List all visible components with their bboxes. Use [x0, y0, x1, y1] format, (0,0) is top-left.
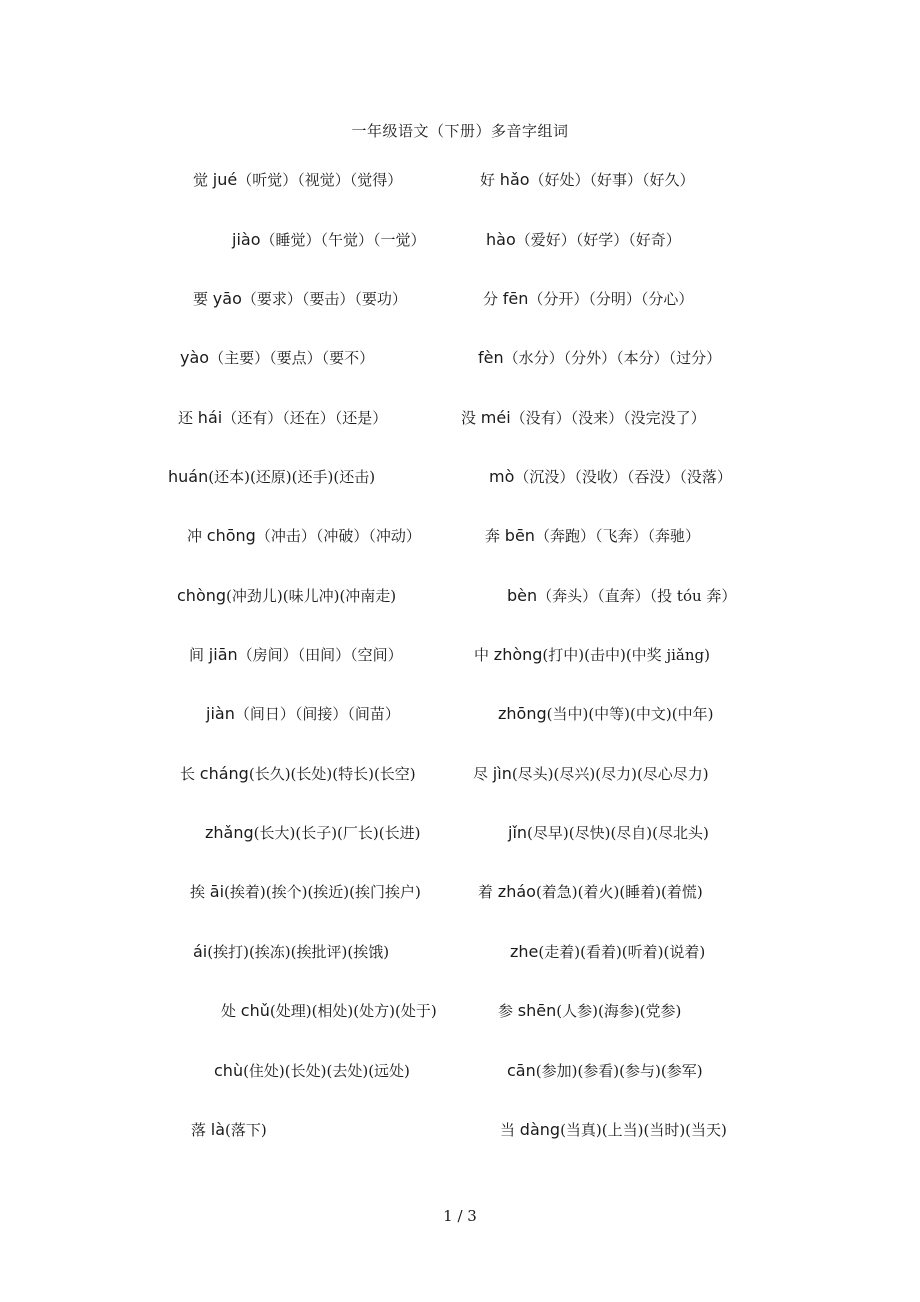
entry-words: (冲劲儿)(味儿冲)(冲南走) — [226, 587, 397, 605]
entry-words: (走着)(看着)(听着)(说着) — [538, 943, 706, 961]
polyphone-entry-left — [180, 348, 374, 368]
entry-pinyin: ái — [193, 942, 208, 961]
entry-words: （房间）（田间）（空间） — [237, 646, 403, 664]
entry-words: （奔头）（直奔）（投 tóu 奔） — [537, 587, 737, 605]
entry-character: 好 — [480, 171, 496, 189]
page-number: 1 / 3 — [443, 1207, 477, 1225]
entry-words: (长大)(长子)(厂长)(长进) — [253, 824, 421, 842]
polyphone-entry-left — [190, 882, 421, 902]
entry-words: (打中)(击中)(中奖 jiǎng) — [542, 646, 710, 664]
entry-pinyin: yào — [180, 348, 210, 367]
polyphone-entry-left — [205, 823, 420, 843]
entry-words: （主要）（要点）（要不） — [209, 349, 375, 367]
entry-pinyin: bēn — [504, 526, 535, 545]
entry-words: (当中)(中等)(中文)(中年) — [546, 705, 714, 723]
entry-pinyin: huán — [168, 467, 209, 486]
polyphone-entry-left — [193, 942, 389, 962]
entry-pinyin: zhǎng — [205, 823, 254, 842]
entry-pinyin: jiàn — [206, 704, 235, 723]
entry-pinyin: chōng — [206, 526, 256, 545]
entry-words: （水分）（分外）（本分）（过分） — [503, 349, 722, 367]
entry-pinyin: dàng — [519, 1120, 561, 1139]
entry-character: 参 — [498, 1002, 514, 1020]
entry-words: (参加)(参看)(参与)(参军) — [535, 1062, 703, 1080]
entry-character: 落 — [191, 1121, 207, 1139]
entry-pinyin: cān — [507, 1061, 536, 1080]
entry-character: 觉 — [193, 171, 209, 189]
entry-pinyin: cháng — [199, 764, 249, 783]
entry-words: （沉没）（没收）（吞没）（没落） — [514, 468, 732, 486]
entry-character: 尽 — [473, 765, 489, 783]
entry-character: 奔 — [485, 527, 501, 545]
polyphone-entry-right — [478, 882, 703, 902]
entry-pinyin: jìn — [492, 764, 512, 783]
polyphone-entry-right — [480, 170, 695, 190]
entry-pinyin: āi — [209, 882, 225, 901]
entry-words: (还本)(还原)(还手)(还击) — [208, 468, 376, 486]
polyphone-entry-right — [498, 704, 713, 724]
polyphone-entry-left — [193, 170, 402, 190]
entry-words: (尽头)(尽兴)(尽力)(尽心尽力) — [511, 765, 709, 783]
entry-words: （间日）（间接）（间苗） — [234, 705, 400, 723]
polyphone-entry-left — [187, 526, 421, 546]
polyphone-entry-right — [478, 348, 721, 368]
entry-pinyin: fēn — [502, 289, 529, 308]
entry-character: 要 — [193, 290, 209, 308]
entry-character: 分 — [483, 290, 499, 308]
polyphone-entry-right — [489, 467, 732, 487]
entry-pinyin: mò — [489, 467, 515, 486]
entry-pinyin: là — [210, 1120, 226, 1139]
polyphone-entry-right — [507, 1061, 703, 1081]
entry-words: （听觉）（视觉）（觉得） — [237, 171, 403, 189]
entry-pinyin: fèn — [478, 348, 504, 367]
entry-character: 间 — [189, 646, 205, 664]
polyphone-entry-right — [461, 408, 706, 428]
entry-words: （奔跑）（飞奔）（奔驰） — [534, 527, 700, 545]
polyphone-entry-left — [193, 289, 407, 309]
entry-pinyin: chòng — [177, 586, 227, 605]
entry-words: (住处)(长处)(去处)(远处) — [243, 1062, 410, 1080]
entry-words: (着急)(着火)(睡着)(着慌) — [535, 883, 703, 901]
entry-pinyin: zhòng — [493, 645, 543, 664]
entry-pinyin: chǔ — [240, 1001, 270, 1020]
polyphone-entry-right — [485, 526, 700, 546]
polyphone-entry-right — [507, 586, 736, 606]
entry-pinyin: jué — [212, 170, 238, 189]
entry-character: 没 — [461, 409, 477, 427]
entry-words: (尽早)(尽快)(尽自)(尽北头) — [527, 824, 709, 842]
entry-words: （好处）（好事）（好久） — [529, 171, 695, 189]
entry-pinyin: zháo — [497, 882, 536, 901]
entry-pinyin: jiān — [208, 645, 238, 664]
entry-words: （睡觉）（午觉）（一觉） — [260, 231, 426, 249]
polyphone-entry-left — [221, 1001, 437, 1021]
entry-words: （要求）（要击）（要功） — [241, 290, 407, 308]
entry-character: 挨 — [190, 883, 206, 901]
polyphone-entry-left — [168, 467, 375, 487]
entry-pinyin: méi — [480, 408, 511, 427]
page-title: 一年级语文（下册）多音字组词 — [351, 122, 569, 140]
polyphone-entry-right — [500, 1120, 727, 1140]
entry-pinyin: hái — [197, 408, 223, 427]
entry-character: 冲 — [187, 527, 203, 545]
polyphone-entry-left — [232, 230, 426, 250]
entry-words: （爱好）（好学）（好奇） — [515, 231, 681, 249]
entry-words: （分开）（分明）（分心） — [528, 290, 694, 308]
polyphone-entry-right — [508, 823, 709, 843]
entry-character: 长 — [180, 765, 196, 783]
entry-words: (挨打)(挨冻)(挨批评)(挨饿) — [207, 943, 390, 961]
entry-pinyin: shēn — [517, 1001, 557, 1020]
entry-pinyin: zhōng — [498, 704, 547, 723]
entry-pinyin: chù — [214, 1061, 244, 1080]
entry-pinyin: bèn — [507, 586, 538, 605]
entry-words: (人参)(海参)(党参) — [556, 1002, 682, 1020]
polyphone-entry-right — [486, 230, 681, 250]
entry-character: 着 — [478, 883, 494, 901]
entry-words: （还有）（还在）（还是） — [222, 409, 388, 427]
entry-words: (处理)(相处)(处方)(处于) — [269, 1002, 437, 1020]
entry-character: 中 — [474, 646, 490, 664]
entry-words: (长久)(长处)(特长)(长空) — [248, 765, 416, 783]
entry-words: (落下) — [225, 1121, 267, 1139]
polyphone-entry-right — [510, 942, 705, 962]
polyphone-entry-right — [473, 764, 709, 784]
polyphone-entry-right — [474, 645, 710, 665]
entry-character: 还 — [178, 409, 194, 427]
entry-words: （没有）（没来）（没完没了） — [510, 409, 706, 427]
polyphone-entry-right — [483, 289, 693, 309]
polyphone-entry-left — [191, 1120, 267, 1140]
entry-character: 当 — [500, 1121, 516, 1139]
entry-words: (挨着)(挨个)(挨近)(挨门挨户) — [224, 883, 421, 901]
entry-words: （冲击）（冲破）（冲动） — [255, 527, 421, 545]
polyphone-entry-left — [214, 1061, 410, 1081]
polyphone-entry-left — [180, 764, 416, 784]
polyphone-entry-left — [189, 645, 403, 665]
polyphone-entry-left — [206, 704, 400, 724]
polyphone-entry-left — [178, 408, 387, 428]
entry-pinyin: hǎo — [499, 170, 530, 189]
entry-pinyin: hào — [486, 230, 516, 249]
polyphone-entry-right — [498, 1001, 681, 1021]
entry-character: 处 — [221, 1002, 237, 1020]
entry-pinyin: yāo — [212, 289, 242, 308]
entry-pinyin: jǐn — [508, 823, 528, 842]
entry-words: (当真)(上当)(当时)(当天) — [560, 1121, 727, 1139]
entry-pinyin: jiào — [232, 230, 261, 249]
entry-pinyin: zhe — [510, 942, 539, 961]
polyphone-entry-left — [177, 586, 396, 606]
